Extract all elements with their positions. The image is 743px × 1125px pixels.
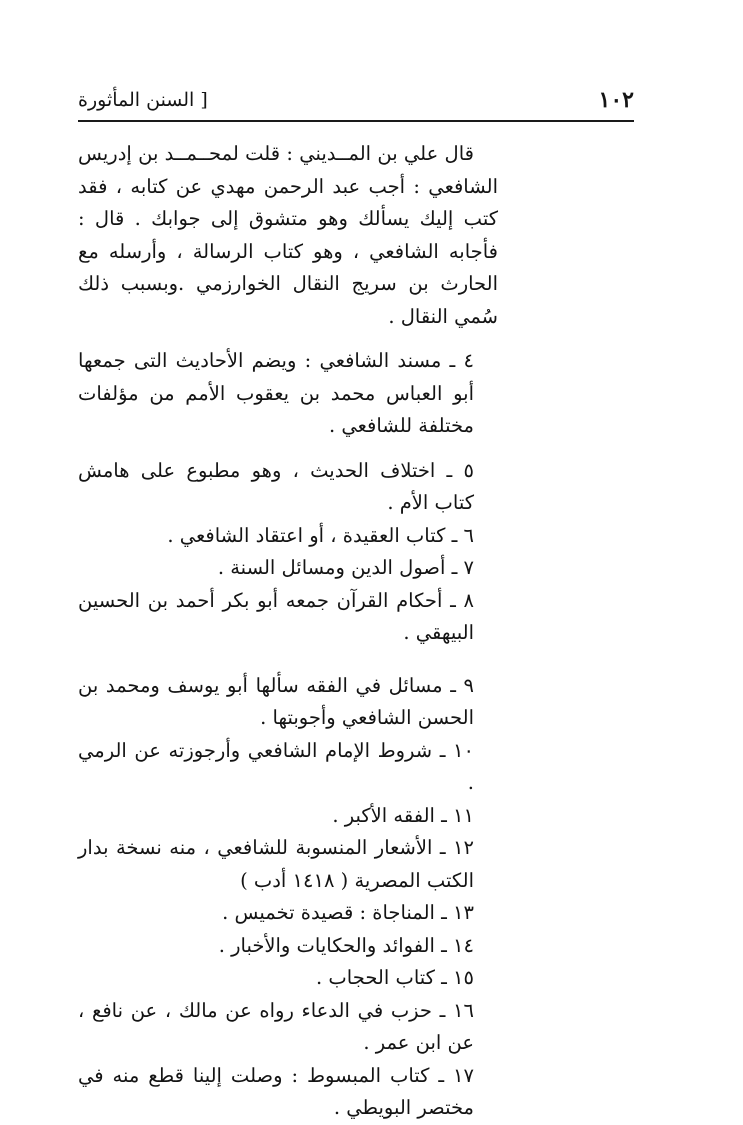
list-item-6: ٦ ـ كتاب العقيدة ، أو اعتقاد الشافعي . — [167, 523, 474, 547]
list-item-5: ٥ ـ اختلاف الحديث ، وهو مطبوع على هامش كتاب الأم . — [78, 458, 474, 514]
list-item-13: ١٣ ـ المناجاة : قصيدة تخميس . — [222, 901, 474, 924]
list-item-15: ١٥ ـ كتاب الحجاب . — [316, 966, 474, 989]
list-item-7: ٧ ـ أصول الدين ومسائل السنة . — [217, 556, 474, 579]
page-body — [78, 138, 498, 1125]
list-item-8: ٨ ـ أحكام القرآن جمعه أبو بكر أحمد بن الحسين البيهقي . — [78, 588, 474, 644]
list-item-12: ١٢ ـ الأشعار المنسوبة للشافعي ، منه نسخة بدار الكتب المصرية ( ١٤١٨ أدب ) — [78, 836, 474, 892]
list-item-4: ٤ ـ مسند الشافعي : ويضم الأحاديث التى جمعها أبو العباس محمد بن يعقوب الأمم من مؤلفات مختلفة للشافعي . — [78, 349, 474, 437]
header-rule — [78, 120, 634, 122]
list-item-11: ١١ ـ الفقه الأكبر . — [332, 803, 474, 827]
list-item-10: ١٠ ـ شروط الإمام الشافعي وأرجوزته عن الرمي . — [78, 738, 474, 794]
page-number: ١٠٢ — [598, 87, 634, 113]
intro-paragraph: قال علي بن المــديني : قلت لمحــمــد بن إدريس الشافعي : أجب عبد الرحمن مهدي عن كتابه ، فقد كتب إليك يسألك وهو متشوق إلى جوابك . قال : فأجابه الشافعي ، وهو كتاب الرسالة ، وأرسله مع الحارث بن سريج النقال الخوارزمي .وبسبب ذلك سُمي النقال . — [78, 142, 498, 328]
list-item-16: ١٦ ـ حزب في الدعاء رواه عن مالك ، عن نافع ، عن ابن عمر . — [78, 998, 474, 1054]
list-item-14: ١٤ ـ الفوائد والحكايات والأخبار . — [218, 933, 474, 957]
list-item-17: ١٧ ـ كتاب المبسوط : وصلت إلينا قطع منه في مختصر البويطي . — [78, 1063, 474, 1119]
header-title: [ السنن المأثورة — [78, 89, 208, 111]
running-header — [78, 86, 634, 118]
list-item-9: ٩ ـ مسائل في الفقه سألها أبو يوسف ومحمد بن الحسن الشافعي وأجوبتها . — [78, 673, 474, 729]
